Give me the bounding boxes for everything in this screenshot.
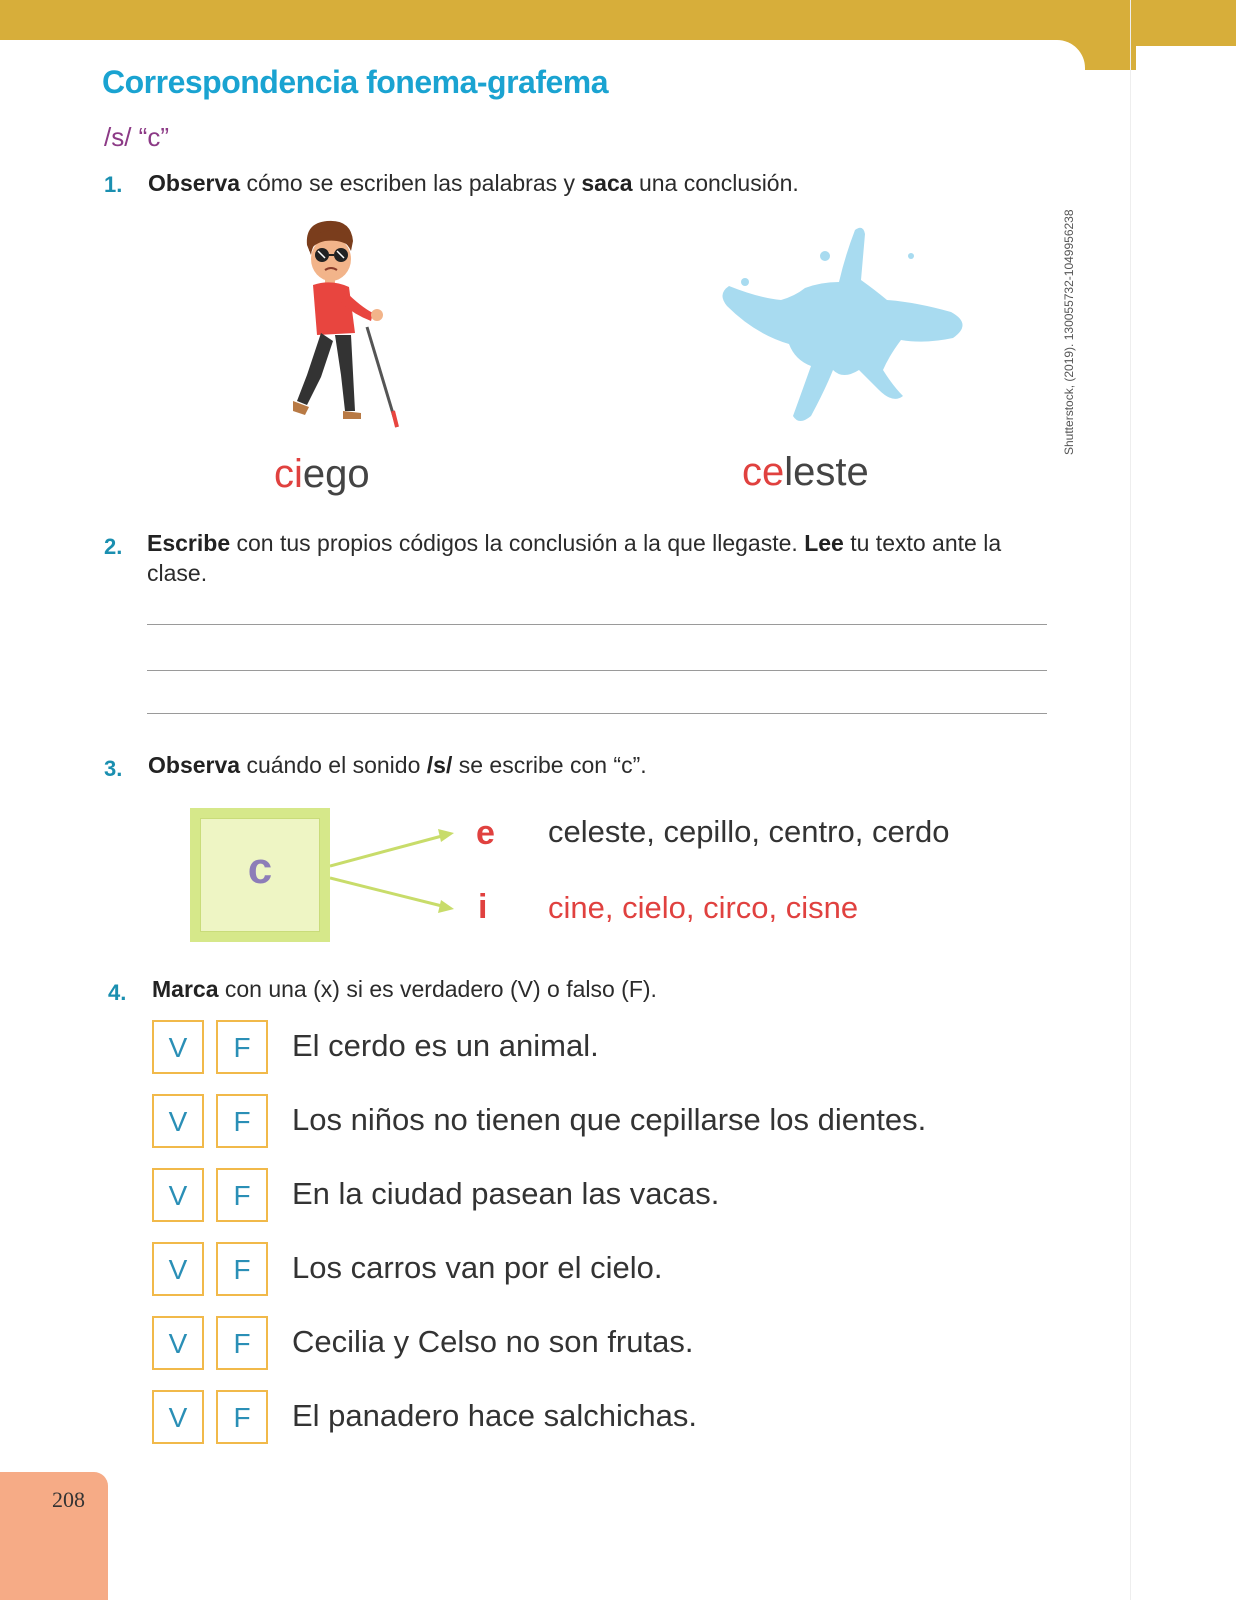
question-1-number: 1.	[104, 172, 123, 197]
q3-bold-observa: Observa	[148, 752, 241, 778]
statement-5: Cecilia y Celso no son frutas.	[292, 1324, 694, 1359]
letter-c: c	[247, 844, 273, 893]
question-4-text	[152, 974, 657, 1004]
blue-paint-splash	[715, 220, 975, 430]
vowel-e: e	[476, 814, 495, 852]
word-celeste-rest: leste	[784, 450, 869, 494]
question-1-text	[148, 168, 799, 198]
true-checkbox-2[interactable]: V	[152, 1094, 204, 1148]
q2-text-part2: tu texto ante la clase.	[147, 530, 1002, 586]
statement-2: Los niños no tienen que cepillarse los dientes.	[292, 1102, 927, 1137]
question-2-text	[147, 528, 1027, 588]
arrow-down-head	[438, 900, 454, 913]
answer-line-3[interactable]	[147, 713, 1047, 714]
word-ciego	[274, 452, 370, 497]
page-subtitle: /s/ “c”	[104, 122, 169, 152]
letter-c-box	[190, 808, 330, 942]
blind-man-illustration	[285, 215, 405, 430]
statement-4: Los carros van por el cielo.	[292, 1250, 663, 1285]
page-edge	[1130, 0, 1131, 1600]
vowel-i: i	[478, 888, 488, 926]
question-3-text	[148, 750, 647, 780]
q4-bold-marca: Marca	[152, 976, 219, 1002]
answer-line-1[interactable]	[147, 624, 1047, 625]
word-ciego-rest: ego	[302, 452, 370, 496]
statement-1: El cerdo es un animal.	[292, 1028, 599, 1063]
question-4-number: 4.	[108, 980, 127, 1005]
arrow-up-head	[438, 829, 454, 842]
q1-text-part1: cómo se escriben las palabras y	[240, 170, 582, 196]
q3-text-part2: se escribe con “c”.	[452, 752, 647, 778]
question-3-number: 3.	[104, 756, 123, 781]
q1-bold-observa: Observa	[148, 170, 241, 196]
false-checkbox-6[interactable]: F	[216, 1390, 268, 1444]
true-checkbox-6[interactable]: V	[152, 1390, 204, 1444]
true-checkbox-5[interactable]: V	[152, 1316, 204, 1370]
q4-text-part1: con una (x) si es verdadero (V) o falso (F).	[218, 976, 657, 1002]
q2-bold-escribe: Escribe	[147, 530, 231, 556]
q1-text-part2: una conclusión.	[632, 170, 799, 196]
image-credit: Shutterstock, (2019). 130055732-1049956238	[1062, 209, 1076, 455]
false-checkbox-3[interactable]: F	[216, 1168, 268, 1222]
false-checkbox-2[interactable]: F	[216, 1094, 268, 1148]
q2-bold-lee: Lee	[804, 530, 844, 556]
false-checkbox-1[interactable]: F	[216, 1020, 268, 1074]
words-with-ci: cine, cielo, circo, cisne	[548, 890, 859, 925]
arrows-diagram	[330, 820, 460, 920]
word-ciego-highlight: ci	[274, 452, 303, 496]
page-title: Correspondencia fonema-grafema	[102, 64, 609, 100]
statement-6: El panadero hace salchichas.	[292, 1398, 697, 1433]
statement-3: En la ciudad pasean las vacas.	[292, 1176, 720, 1211]
q1-bold-saca: saca	[581, 170, 633, 196]
word-celeste-highlight: ce	[742, 450, 785, 494]
q3-text-part1: cuándo el sonido	[240, 752, 427, 778]
false-checkbox-5[interactable]: F	[216, 1316, 268, 1370]
true-checkbox-1[interactable]: V	[152, 1020, 204, 1074]
words-with-ce: celeste, cepillo, centro, cerdo	[548, 814, 950, 849]
answer-line-2[interactable]	[147, 670, 1047, 671]
word-celeste	[742, 450, 869, 495]
true-checkbox-3[interactable]: V	[152, 1168, 204, 1222]
page-number: 208	[52, 1487, 85, 1512]
q2-text-part1: con tus propios códigos la conclusión a la que llegaste.	[230, 530, 805, 556]
q3-bold-sound: /s/	[426, 752, 453, 778]
false-checkbox-4[interactable]: F	[216, 1242, 268, 1296]
true-checkbox-4[interactable]: V	[152, 1242, 204, 1296]
question-2-number: 2.	[104, 534, 123, 559]
